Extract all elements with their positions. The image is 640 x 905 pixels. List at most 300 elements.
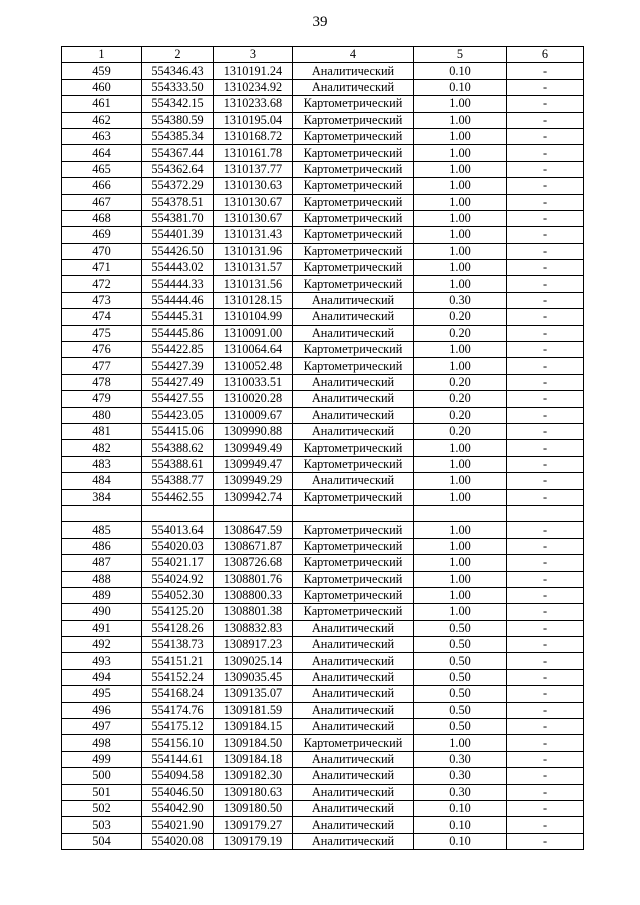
table-cell: Картометрический [293,194,414,210]
table-cell: 554125.20 [142,604,214,620]
table-cell: - [507,145,584,161]
column-header: 3 [214,47,293,63]
table-cell: Картометрический [293,227,414,243]
table-row [62,768,584,784]
table-cell: 1.00 [414,538,507,554]
table-cell: - [507,161,584,177]
table-cell: 1.00 [414,489,507,505]
table-cell: 554144.61 [142,751,214,767]
table-cell: 473 [62,292,142,308]
table-row [62,309,584,325]
table-cell: 1310195.04 [214,112,293,128]
table-cell: - [507,833,584,849]
table-cell: - [507,423,584,439]
table-cell: 1310009.67 [214,407,293,423]
table-cell: 1309949.47 [214,456,293,472]
table-cell: 1309949.29 [214,473,293,489]
table-cell: 0.20 [414,423,507,439]
table-cell: Аналитический [293,653,414,669]
table-cell: 0.20 [414,391,507,407]
table-cell: Аналитический [293,686,414,702]
column-header: 4 [293,47,414,63]
table-cell: 1309181.59 [214,702,293,718]
table-cell: Аналитический [293,473,414,489]
table-cell: 554444.33 [142,276,214,292]
table-row [62,735,584,751]
table-cell: 554388.77 [142,473,214,489]
table-cell: - [507,538,584,554]
table-cell: 1310161.78 [214,145,293,161]
table-row [62,456,584,472]
table-row [62,342,584,358]
table-cell: - [507,620,584,636]
table-cell: 463 [62,128,142,144]
table-cell: - [507,63,584,79]
table-cell: 489 [62,587,142,603]
table-cell: 554362.64 [142,161,214,177]
table-cell: - [507,784,584,800]
table-cell: 491 [62,620,142,636]
table-cell: - [507,522,584,538]
table-row [62,276,584,292]
table-cell: 477 [62,358,142,374]
table-cell: 0.10 [414,79,507,95]
table-row [62,505,584,521]
table-row [62,391,584,407]
table-cell: Картометрический [293,571,414,587]
table-cell: - [507,309,584,325]
table-cell: 554427.55 [142,391,214,407]
table-cell: 1309180.63 [214,784,293,800]
table-cell: 465 [62,161,142,177]
table-cell: 554445.31 [142,309,214,325]
table-cell: 467 [62,194,142,210]
table-cell: 1.00 [414,178,507,194]
table-cell: 554388.62 [142,440,214,456]
table-row [62,112,584,128]
table-cell: Картометрический [293,128,414,144]
table-cell: - [507,800,584,816]
table-row [62,128,584,144]
table-cell: 554443.02 [142,260,214,276]
table-cell: - [507,194,584,210]
table-row [62,194,584,210]
table-cell: 1310064.64 [214,342,293,358]
table-cell: 1310033.51 [214,374,293,390]
table-cell: 488 [62,571,142,587]
table-cell: 0.50 [414,653,507,669]
table-cell: - [507,243,584,259]
table-cell: - [507,260,584,276]
table-cell: - [507,227,584,243]
table-cell: 1.00 [414,604,507,620]
table-row [62,243,584,259]
table-row [62,178,584,194]
table-cell: Аналитический [293,719,414,735]
table-cell: 502 [62,800,142,816]
table-cell: 1.00 [414,342,507,358]
table-cell: 554388.61 [142,456,214,472]
table-cell: 1310128.15 [214,292,293,308]
table-cell: 554052.30 [142,587,214,603]
table-cell: Картометрический [293,440,414,456]
table-row [62,751,584,767]
table-cell: 1310130.67 [214,194,293,210]
table-cell: - [507,489,584,505]
table-cell: 466 [62,178,142,194]
table-cell: - [507,702,584,718]
table-cell: 1309184.18 [214,751,293,767]
table-cell: 1309990.88 [214,423,293,439]
table-cell: 495 [62,686,142,702]
table-cell: 554462.55 [142,489,214,505]
table-cell: 470 [62,243,142,259]
table-cell: 492 [62,637,142,653]
table-cell: 1.00 [414,227,507,243]
table-cell: 0.20 [414,374,507,390]
table-cell: 1310233.68 [214,96,293,112]
table-cell: 1.00 [414,210,507,226]
table-cell: 499 [62,751,142,767]
table-row [62,555,584,571]
table-row [62,702,584,718]
table-cell: 472 [62,276,142,292]
table-cell: Картометрический [293,342,414,358]
table-cell: Аналитический [293,63,414,79]
table-cell: - [507,440,584,456]
table-cell: - [507,768,584,784]
table-row [62,358,584,374]
table-cell: Аналитический [293,391,414,407]
table-cell: Картометрический [293,145,414,161]
table-cell [142,505,214,521]
table-cell: 554444.46 [142,292,214,308]
table-cell: 475 [62,325,142,341]
table-cell: 554046.50 [142,784,214,800]
table-cell: - [507,637,584,653]
table-cell: Аналитический [293,751,414,767]
table-cell: 461 [62,96,142,112]
table-cell: 483 [62,456,142,472]
table-cell: 498 [62,735,142,751]
table-cell: 497 [62,719,142,735]
table-cell: Аналитический [293,637,414,653]
table-cell: 554020.03 [142,538,214,554]
table-cell: 1310131.43 [214,227,293,243]
table-cell: 1.00 [414,276,507,292]
table-cell: 468 [62,210,142,226]
table-cell: 1308832.83 [214,620,293,636]
table-cell: - [507,325,584,341]
table-cell: Аналитический [293,423,414,439]
table-cell: - [507,79,584,95]
table-cell: Картометрический [293,456,414,472]
table-row [62,423,584,439]
table-cell: 462 [62,112,142,128]
table-cell: 1310130.67 [214,210,293,226]
table-cell: 479 [62,391,142,407]
table-row [62,620,584,636]
table-cell: - [507,669,584,685]
table-cell: 1309184.15 [214,719,293,735]
table-cell: - [507,719,584,735]
table-cell: 554423.05 [142,407,214,423]
table-cell: 1309025.14 [214,653,293,669]
column-header: 2 [142,47,214,63]
table-cell: 1308801.76 [214,571,293,587]
table-cell: - [507,128,584,144]
table-cell: - [507,276,584,292]
table-cell: 554422.85 [142,342,214,358]
table-row [62,96,584,112]
table-cell: 1.00 [414,522,507,538]
table-cell: - [507,112,584,128]
table-cell: 0.20 [414,407,507,423]
table-cell: Картометрический [293,522,414,538]
table-row [62,145,584,161]
table-cell: - [507,178,584,194]
table-cell: 1309135.07 [214,686,293,702]
table-cell: 0.50 [414,686,507,702]
table-cell: 1.00 [414,555,507,571]
table-cell: 504 [62,833,142,849]
table-cell: 1310131.57 [214,260,293,276]
table-cell: Картометрический [293,260,414,276]
table-cell: 1308671.87 [214,538,293,554]
table-cell: Картометрический [293,112,414,128]
table-cell: 480 [62,407,142,423]
table-cell: 1309180.50 [214,800,293,816]
table-row [62,407,584,423]
table-cell: 474 [62,309,142,325]
table-cell: Картометрический [293,555,414,571]
table-cell: Аналитический [293,292,414,308]
table-cell: 554138.73 [142,637,214,653]
table-cell: 1309182.30 [214,768,293,784]
table-cell: Картометрический [293,178,414,194]
table-cell: 481 [62,423,142,439]
table-cell: 554021.17 [142,555,214,571]
table-cell: 554128.26 [142,620,214,636]
table-cell: 1308801.38 [214,604,293,620]
table-cell: 1.00 [414,112,507,128]
table-cell: 554020.08 [142,833,214,849]
page-number: 39 [312,14,328,30]
table-cell: - [507,555,584,571]
table-cell: 0.30 [414,784,507,800]
table-cell: 1310131.96 [214,243,293,259]
table-cell: 1310091.00 [214,325,293,341]
table-cell: 0.30 [414,751,507,767]
table-cell: 1.00 [414,735,507,751]
table-cell: 0.10 [414,817,507,833]
table-row [62,800,584,816]
table-cell: 1310131.56 [214,276,293,292]
table-row [62,161,584,177]
table-cell: 1310130.63 [214,178,293,194]
table-cell: 554042.90 [142,800,214,816]
table-cell: 0.50 [414,702,507,718]
table-cell: 1.00 [414,358,507,374]
table-cell: Аналитический [293,817,414,833]
table-row [62,325,584,341]
table-cell: Аналитический [293,309,414,325]
table-cell: 554426.50 [142,243,214,259]
table-cell: 554381.70 [142,210,214,226]
table-cell: 554175.12 [142,719,214,735]
table-cell: 0.30 [414,768,507,784]
table-row [62,833,584,849]
table-row [62,817,584,833]
table-cell: 1310168.72 [214,128,293,144]
table-cell: 501 [62,784,142,800]
table-row [62,686,584,702]
table-cell: Картометрический [293,210,414,226]
table-cell: 554427.39 [142,358,214,374]
table-cell: - [507,391,584,407]
coordinates-table [61,46,584,850]
table-cell: 554024.92 [142,571,214,587]
table-cell: 384 [62,489,142,505]
table-cell: Картометрический [293,161,414,177]
table-cell: - [507,604,584,620]
table-cell: - [507,407,584,423]
table-cell: - [507,571,584,587]
table-cell: 459 [62,63,142,79]
table-cell: 554156.10 [142,735,214,751]
table-cell: 1310104.99 [214,309,293,325]
table-cell: 0.10 [414,63,507,79]
table-cell: 1308917.23 [214,637,293,653]
table-row [62,571,584,587]
table-cell: 0.10 [414,800,507,816]
table-cell: Аналитический [293,325,414,341]
table-row [62,260,584,276]
table-cell: 493 [62,653,142,669]
table-cell: 476 [62,342,142,358]
table-cell: 0.50 [414,669,507,685]
table-cell: 490 [62,604,142,620]
table-cell: 464 [62,145,142,161]
table-cell: 1.00 [414,128,507,144]
table-cell: Картометрический [293,538,414,554]
table-row [62,489,584,505]
table-row [62,637,584,653]
column-header: 1 [62,47,142,63]
table-cell: 1309949.49 [214,440,293,456]
table-row [62,79,584,95]
table-cell: Аналитический [293,784,414,800]
table-cell: 554168.24 [142,686,214,702]
table-cell: Картометрический [293,358,414,374]
table-cell: 1310234.92 [214,79,293,95]
table-row [62,653,584,669]
table-cell: 554013.64 [142,522,214,538]
table-cell: - [507,735,584,751]
table-cell: Картометрический [293,604,414,620]
table-cell: 1309035.45 [214,669,293,685]
table-cell: - [507,456,584,472]
table-cell: - [507,342,584,358]
table-cell: - [507,292,584,308]
table-cell: 494 [62,669,142,685]
table-row [62,63,584,79]
table-cell: - [507,473,584,489]
table-cell: Аналитический [293,833,414,849]
table-cell: 1310052.48 [214,358,293,374]
table-row [62,374,584,390]
table-cell: 478 [62,374,142,390]
table-cell: 554333.50 [142,79,214,95]
table-cell: Картометрический [293,587,414,603]
table-row [62,210,584,226]
table-cell: Аналитический [293,768,414,784]
table-cell: 1.00 [414,260,507,276]
table-cell: 1308726.68 [214,555,293,571]
table-cell: - [507,686,584,702]
table-cell: 1309184.50 [214,735,293,751]
table-cell: 487 [62,555,142,571]
table-cell: 503 [62,817,142,833]
table-cell: - [507,817,584,833]
table-row [62,604,584,620]
table-cell: 1310020.28 [214,391,293,407]
table-cell: - [507,96,584,112]
table-cell: 496 [62,702,142,718]
table-row [62,669,584,685]
table-cell: 486 [62,538,142,554]
table-cell: 469 [62,227,142,243]
table-row [62,538,584,554]
table-cell: 554372.29 [142,178,214,194]
table-cell: 0.20 [414,309,507,325]
table-row [62,227,584,243]
table-cell: 1.00 [414,243,507,259]
table-cell: Картометрический [293,735,414,751]
table-cell: 471 [62,260,142,276]
table-cell: 554427.49 [142,374,214,390]
table-cell: Аналитический [293,620,414,636]
table-cell: Картометрический [293,489,414,505]
table-cell: 1.00 [414,473,507,489]
table-cell: Аналитический [293,669,414,685]
table-cell [414,505,507,521]
table-cell: 1.00 [414,145,507,161]
table-row [62,292,584,308]
table-cell: Аналитический [293,800,414,816]
table-cell: 1308647.59 [214,522,293,538]
table-cell: Аналитический [293,407,414,423]
table-row [62,440,584,456]
table-cell: - [507,358,584,374]
table-cell: 554367.44 [142,145,214,161]
table-cell: 485 [62,522,142,538]
table-body [62,47,584,850]
table-cell: 1309179.19 [214,833,293,849]
table-cell: 554151.21 [142,653,214,669]
table-cell: 554021.90 [142,817,214,833]
table-cell: 554378.51 [142,194,214,210]
table-cell: Аналитический [293,374,414,390]
table-cell: 0.50 [414,719,507,735]
table-cell: 500 [62,768,142,784]
table-row [62,522,584,538]
table-cell: 1308800.33 [214,587,293,603]
table-cell: 1.00 [414,456,507,472]
table-cell: - [507,374,584,390]
table-cell: Аналитический [293,79,414,95]
table-cell: 554385.34 [142,128,214,144]
